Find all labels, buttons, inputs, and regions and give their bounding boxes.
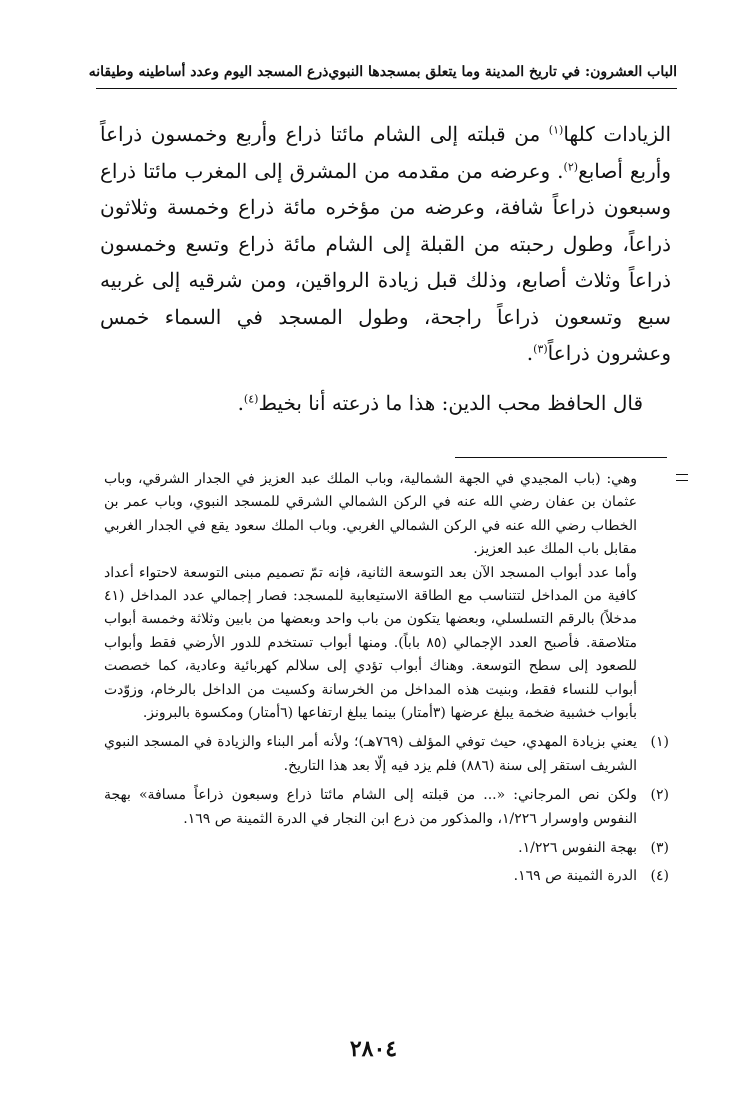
footnote-text: ولكن نص المرجاني: «... من قبلته إلى الشام مائتا ذراع وسبعون ذراعاً مسافة» بهجة النفوس واوسرار ١/٢٢٦، والمذكور من ذرع ابن النجار في الدرة الثمينة ص ١٦٩. xyxy=(104,787,637,827)
footnote-2 xyxy=(104,784,669,831)
main-paragraph xyxy=(100,116,671,372)
footnote-ref-1: (١) xyxy=(548,123,564,137)
main-text-run: . وعرضه من مقدمه من المشرق إلى المغرب مائتا ذراع وسبعون ذراعاً شافة، وعرضه من مؤخره مائة ذراع وخمسة وثلاثون ذراعاً، وطول رحبته من القبلة إلى الشام مائة ذراع وتسع وخمسون ذراعاً وثلاث أصابع، وذلك قبل زيادة الرواقين، ومن شرقيه إلى غربيه سبع وتسعون ذراعاً راجحة، وطول المسجد في السماء خمس وعشرون ذراعاً xyxy=(100,158,671,365)
main-text-run: . xyxy=(526,341,534,365)
footnote-continuation: وهي: (باب المجيدي في الجهة الشمالية، وباب الملك عبد العزيز في الجدار الشرقي، وباب عثمان بن عفان رضي الله عنه في الركن الشمالي الشرقي للمسجد النبوي، وباب عمر بن الخطاب رضي الله عنه في الركن الشمالي الغربي. وباب الملك سعود يقع في الجدار الغربي مقابل باب الملك عبد العزيز. xyxy=(104,471,637,558)
page-number: ٢٨٠٤ xyxy=(349,1036,398,1062)
main-text-run: من قبلته إلى الشام مائتا ذراع وأربع وخمسون ذراعاً وأربع أصابع xyxy=(100,122,671,183)
footnote-number: (١) xyxy=(650,734,669,751)
footnote-text: يعني بزيادة المهدي، حيث توفي المؤلف (٧٦٩هـ)؛ ولأنه أمر البناء والزيادة في المسجد النبوي الشريف استقر إلى سنة (٨٨٦) فلم يزد فيه إلّا بعد هذا التاريخ. xyxy=(104,734,637,774)
footnotes xyxy=(104,468,669,888)
footnote-text: بهجة النفوس ١/٢٢٦. xyxy=(518,840,637,857)
running-header xyxy=(88,64,677,80)
footnote-number: (٢) xyxy=(650,787,669,804)
quote-text: قال الحافظ محب الدين: هذا ما ذرعته أنا بخيط xyxy=(258,390,643,415)
continuation-mark xyxy=(676,474,688,481)
header-chapter-title: الباب العشرون: في تاريخ المدينة وما يتعلق بمسجدها النبوي xyxy=(328,64,677,80)
footnote-4 xyxy=(104,865,669,888)
quote-paragraph xyxy=(100,385,671,422)
footnote-ref-3: (٣) xyxy=(533,342,548,356)
quote-end: . xyxy=(237,390,244,415)
footnote-continuation: وأما عدد أبواب المسجد الآن بعد التوسعة الثانية، فإنه تمّ تصميم مبنى التوسعة لاحتواء أعداد كافية من المداخل لتتناسب مع الطاقة الاستيعابية للمسجد: فصار إجمالي عدد المداخل (٤١ مدخلاً) بالرقم التسلسلي، وبعضها يتكون من باب واحد وبعضها من بابين وثلاثة وخمسة أبواب متلاصقة. فأصبح العدد الإجمالي (٨٥ باباً). ومنها أبواب تستخدم للدور الأرضي فقط وأبواب للصعود إلى سطح التوسعة. وهناك أبواب تؤدي إلى سلالم كهربائية وعادية، كما خصصت أبواب للنساء فقط، وبنيت هذه المداخل من الخرسانة وكسيت من الداخل بالرخام، وزوّدت بأبواب خشبية ضخمة يبلغ عرضها (٣أمتار) بينما يبلغ ارتفاعها (٦أمتار) ومكسوة بالبرونز. xyxy=(104,564,638,722)
footnote-3 xyxy=(104,837,669,860)
footnote-1 xyxy=(104,731,669,778)
header-section-title: ذرع المسجد اليوم وعدد أساطينه وطيقانه xyxy=(88,64,329,80)
footnote-text: الدرة الثمينة ص ١٦٩. xyxy=(513,867,637,884)
footnote-ref-4: (٤) xyxy=(243,391,259,405)
main-text xyxy=(100,116,671,421)
footnote-number: (٣) xyxy=(650,840,669,857)
header-rule xyxy=(96,88,677,89)
footnote-number: (٤) xyxy=(650,867,669,884)
main-text-run: الزيادات كلها xyxy=(563,122,671,146)
footnote-ref-2: (٢) xyxy=(563,159,579,173)
footnote-separator xyxy=(455,457,667,458)
